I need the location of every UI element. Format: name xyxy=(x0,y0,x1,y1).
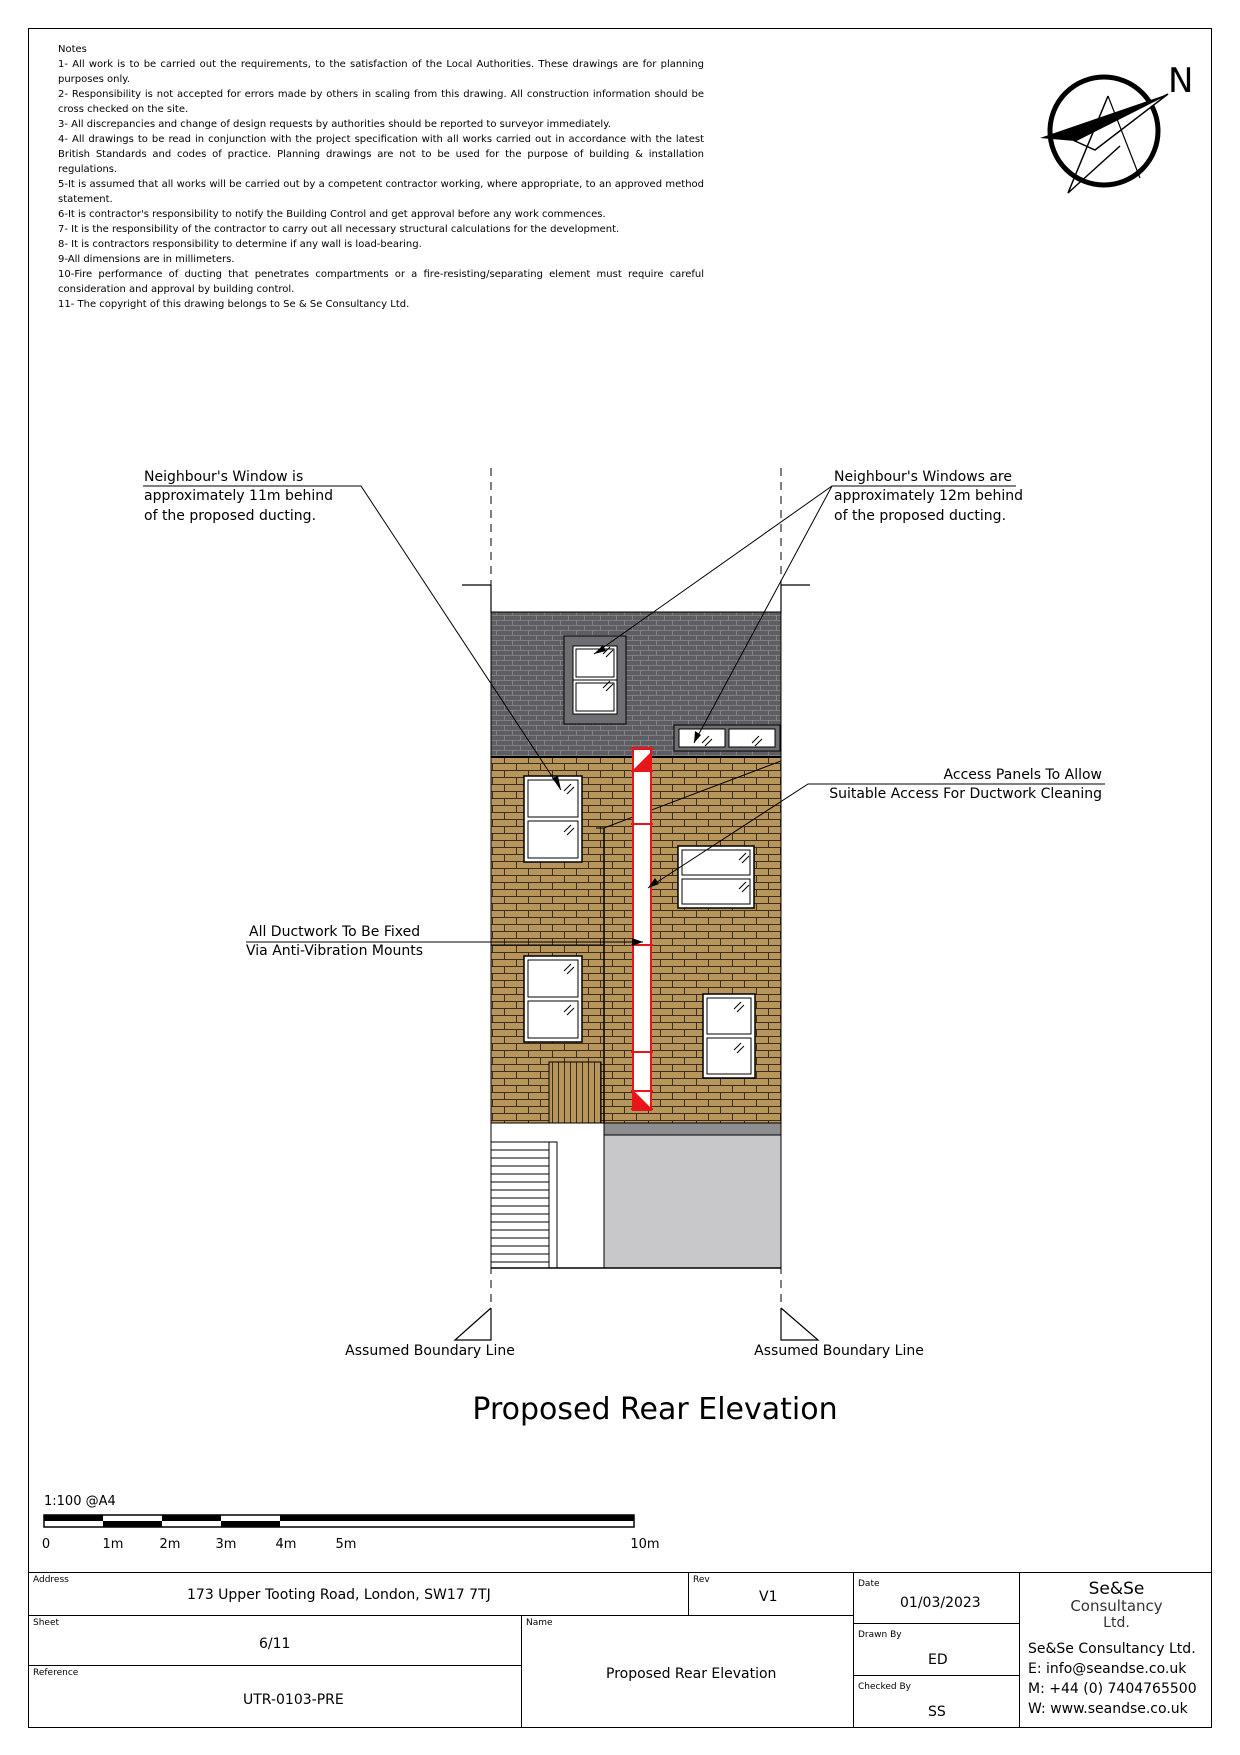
ductwork-fixed-line1: All Ductwork To Be Fixed xyxy=(249,924,421,940)
drawn-cell xyxy=(853,1623,1020,1676)
scale-tick: 4m xyxy=(275,1537,297,1552)
neighbour-left-line3: of the proposed ducting. xyxy=(144,508,317,524)
address-value: 173 Upper Tooting Road, London, SW17 7TJ xyxy=(187,1587,491,1603)
note-item: 6-It is contractor's responsibility to notify the Building Control and get approval before any work commences. xyxy=(58,209,606,220)
north-arrow-icon xyxy=(1040,61,1193,193)
address-label: Address xyxy=(33,1575,69,1585)
note-item: 2- Responsibility is not accepted for errors made by others in scaling from this drawing. All construction information should be cross checked on the site. xyxy=(58,89,704,115)
note-item: 8- It is contractors responsibility to determine if any wall is load-bearing. xyxy=(58,239,422,250)
address-cell xyxy=(28,1572,689,1616)
scale-tick: 0 xyxy=(41,1537,51,1552)
note-item: 7- It is the responsibility of the contractor to carry out all necessary structural calculations for the development. xyxy=(58,224,620,235)
checked-value: SS xyxy=(928,1704,946,1720)
drawn-value: ED xyxy=(928,1652,948,1668)
name-label: Name xyxy=(526,1618,553,1628)
note-item: 11- The copyright of this drawing belongs to Se & Se Consultancy Ltd. xyxy=(58,299,410,310)
drawing-title: Proposed Rear Elevation xyxy=(472,1392,838,1427)
window-ground-floor-left xyxy=(524,956,582,1042)
window-first-floor-left xyxy=(524,776,582,862)
rear-door xyxy=(549,1062,601,1123)
reference-value: UTR-0103-PRE xyxy=(243,1692,344,1708)
neighbour-left-line2: approximately 11m behind xyxy=(144,488,333,504)
checked-cell xyxy=(853,1675,1020,1728)
reference-cell xyxy=(28,1665,522,1728)
date-label: Date xyxy=(858,1579,880,1589)
note-item: 10-Fire performance of ducting that penetrates compartments or a fire-resisting/separating element must require careful consideration and approval by building control. xyxy=(58,269,704,295)
scale-tick: 10m xyxy=(630,1537,660,1552)
scale-tick: 5m xyxy=(335,1537,357,1552)
note-item: 9-All dimensions are in millimeters. xyxy=(58,254,235,265)
scale-tick: 2m xyxy=(159,1537,181,1552)
sheet-cell xyxy=(28,1615,522,1666)
sheet-label: Sheet xyxy=(33,1618,60,1628)
window-extension-lower xyxy=(703,994,755,1078)
company-details xyxy=(1028,1639,1197,1719)
scale-label: 1:100 @A4 xyxy=(44,1494,116,1509)
roof-lights xyxy=(674,725,780,751)
note-item: 4- All drawings to be read in conjunction with the project specification with all works carried out in accordance with the latest British Standards and codes of practice. Planning drawings are not to be used for the purpose of building & installation regulations. xyxy=(58,134,704,175)
neighbour-right-line3: of the proposed ducting. xyxy=(834,508,1007,524)
note-item: 1- All work is to be carried out the requirements, to the satisfaction of the Local Authorities. These drawings are for planning purposes only. xyxy=(58,59,704,85)
boundary-label-right: Assumed Boundary Line xyxy=(754,1343,924,1359)
logo-line2: Consultancy xyxy=(1070,1597,1163,1615)
company-email[interactable]: E: info@seandse.co.uk xyxy=(1028,1661,1187,1677)
logo-line3: Ltd. xyxy=(1103,1615,1130,1631)
title-block xyxy=(28,1572,1212,1728)
company-name: Se&Se Consultancy Ltd. xyxy=(1028,1641,1196,1657)
note-item: 5-It is assumed that all works will be carried out by a competent contractor working, where appropriate, to an approved method statement. xyxy=(58,179,704,205)
date-value: 01/03/2023 xyxy=(900,1595,981,1611)
neighbour-right-line2: approximately 12m behind xyxy=(834,488,1023,504)
checked-label: Checked By xyxy=(858,1682,911,1692)
name-value: Proposed Rear Elevation xyxy=(606,1666,777,1682)
company-logo xyxy=(1020,1581,1213,1632)
rev-label: Rev xyxy=(693,1575,710,1585)
access-panels-line1: Access Panels To Allow xyxy=(943,767,1102,783)
sheet-value: 6/11 xyxy=(259,1636,291,1652)
name-cell xyxy=(521,1615,854,1728)
logo-line1: Se&Se xyxy=(1088,1579,1145,1599)
notes-heading: Notes xyxy=(58,44,87,55)
scale-bar xyxy=(42,1494,660,1552)
window-extension-upper xyxy=(678,846,754,908)
access-panels-line2: Suitable Access For Ductwork Cleaning xyxy=(829,786,1102,802)
company-website[interactable]: W: www.seandse.co.uk xyxy=(1028,1701,1188,1717)
neighbour-left-line1: Neighbour's Window is xyxy=(144,469,304,485)
boundary-label-left: Assumed Boundary Line xyxy=(345,1343,515,1359)
neighbour-right-line1: Neighbour's Windows are xyxy=(834,469,1012,485)
note-item: 3- All discrepancies and change of design requests by authorities should be reported to surveyor immediately. xyxy=(58,119,611,130)
rev-value: V1 xyxy=(759,1589,778,1605)
date-cell xyxy=(853,1572,1020,1624)
extract-duct xyxy=(631,748,653,1110)
dormer-window xyxy=(564,636,626,724)
scale-tick: 3m xyxy=(215,1537,237,1552)
reference-label: Reference xyxy=(33,1668,79,1678)
ductwork-fixed-line2: Via Anti-Vibration Mounts xyxy=(246,943,424,959)
north-letter: N xyxy=(1168,61,1194,101)
drawn-label: Drawn By xyxy=(858,1630,902,1640)
company-cell xyxy=(1019,1572,1212,1728)
rev-cell xyxy=(688,1572,854,1616)
company-mobile: M: +44 (0) 7404765500 xyxy=(1028,1681,1197,1697)
scale-tick: 1m xyxy=(102,1537,124,1552)
